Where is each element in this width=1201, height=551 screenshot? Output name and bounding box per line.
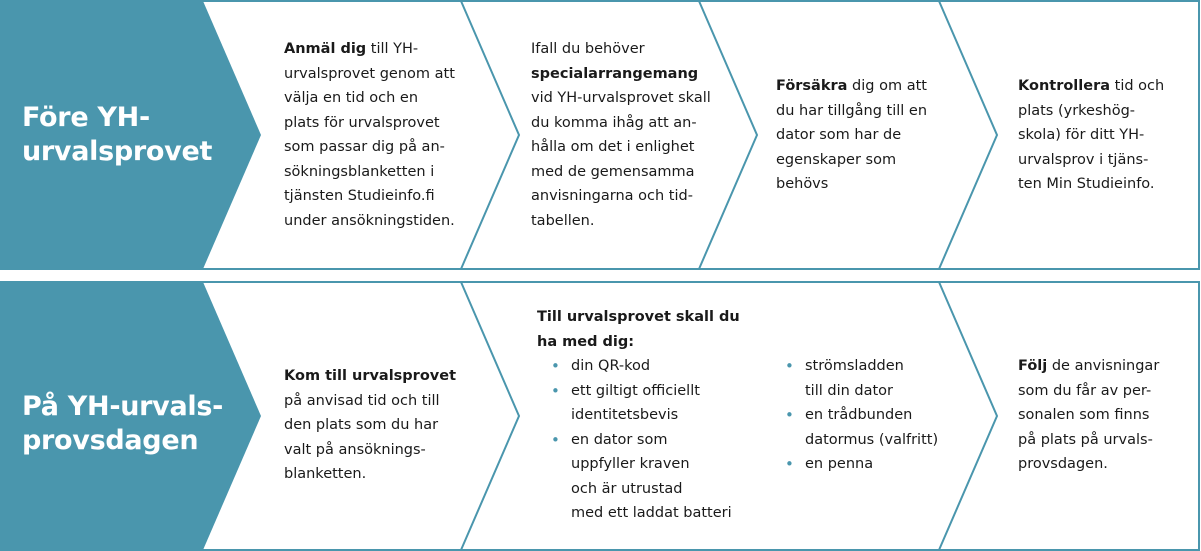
checklist-right	[783, 354, 953, 477]
row-1-step-2	[531, 37, 731, 233]
step-text: de anvisningar som du får av per- sonalen som finns på plats på urvals- provsdagen.	[1018, 358, 1160, 472]
step-keyword: specialarrangemang	[531, 65, 699, 82]
row-2-step-3	[1018, 354, 1188, 477]
checklist-item: • strömsladden till din dator	[783, 354, 953, 403]
step-keyword: Anmäl dig	[284, 41, 367, 57]
step-text: vid YH-urvalsprovet skall du komma ihåg att an- hålla om det i enlighet med de gemensamma anvisningarna och tid- tabellen.	[531, 90, 711, 229]
checklist-item: • en dator som uppfyller kraven och är utrustad med ett laddat batteri	[549, 428, 779, 526]
row-1-step-3	[776, 74, 946, 197]
checklist-heading: Till urvalsprovet skall du ha med dig:	[537, 309, 740, 350]
row-2-step-2	[537, 305, 939, 521]
row-1-step-4	[1018, 74, 1188, 197]
checklist-item: • en penna	[783, 452, 953, 477]
row-1-label: Före YH- urvalsprovet	[22, 102, 213, 167]
step-keyword: Försäkra	[776, 78, 848, 94]
row-2-label: På YH-urvals- provsdagen	[22, 391, 224, 456]
checklist-item: • ett giltigt officiellt identitetsbevis	[549, 379, 779, 428]
step-keyword: Kontrollera	[1018, 78, 1111, 94]
checklist-item: • en trådbunden datormus (valfritt)	[783, 403, 953, 452]
step-keyword: Kom till urvalsprovet	[284, 368, 457, 384]
row-1-step-1	[284, 37, 474, 233]
step-keyword: Följ	[1018, 358, 1048, 374]
step-text: till YH- urvalsprovet genom att välja en tid och en plats för urvalsprovet som passar dig på an- sökningsblanketten i tjänsten Studieinfo.fi under ansökningstiden.	[284, 41, 455, 229]
row-2-step-1	[284, 364, 459, 487]
step-text: på anvisad tid och till den plats som du har valt på ansöknings- blanketten.	[284, 392, 440, 482]
checklist-left	[549, 354, 779, 526]
step-text-pre: Ifall du behöver	[531, 41, 645, 57]
checklist-item: • din QR-kod	[549, 354, 779, 379]
step-text: dig om att du har tillgång till en dator som har de egenskaper som behövs	[776, 78, 928, 192]
step-text: tid och plats (yrkeshög- skola) för ditt YH- urvalsprov i tjäns- ten Min Studieinfo.	[1018, 78, 1165, 192]
row-1-chevron-4	[939, 1, 997, 269]
row-2-chevron-2	[461, 282, 519, 550]
